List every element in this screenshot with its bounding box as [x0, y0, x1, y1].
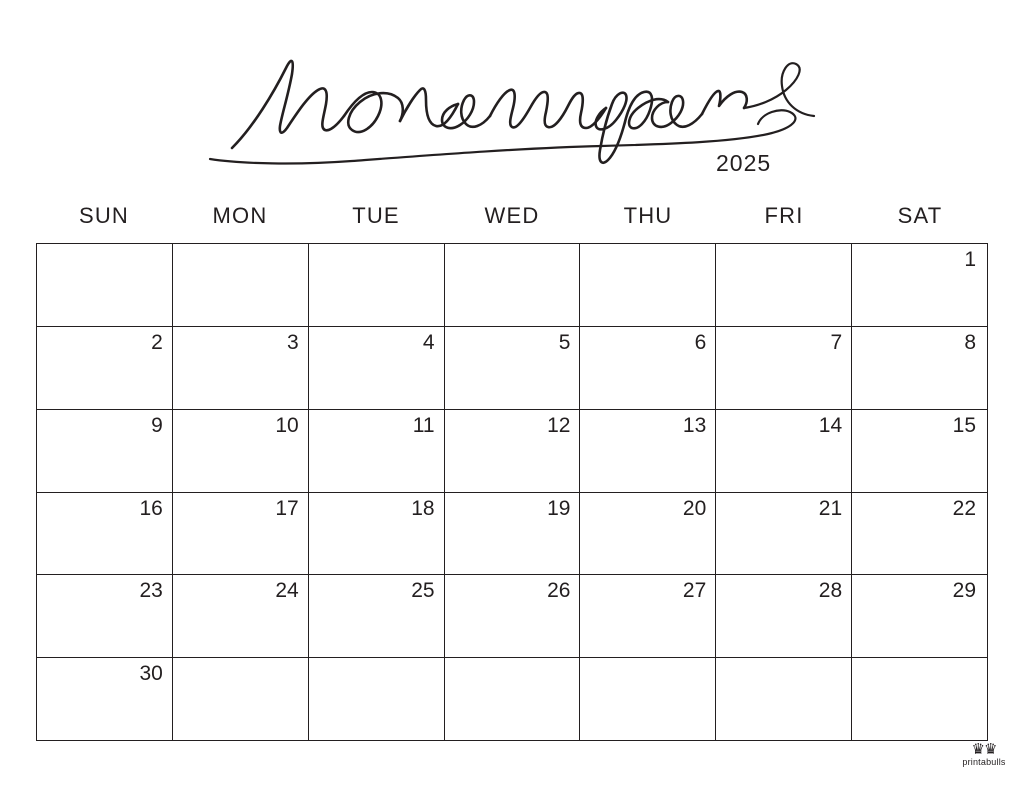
day-number: 18 [411, 496, 435, 520]
day-number: 6 [694, 330, 707, 354]
day-cell[interactable] [716, 410, 852, 493]
day-cell[interactable] [37, 410, 173, 493]
day-cell[interactable] [852, 244, 988, 327]
day-cell[interactable] [445, 244, 581, 327]
day-number: 15 [952, 413, 976, 437]
day-cell[interactable] [580, 658, 716, 741]
day-cell[interactable] [173, 658, 309, 741]
day-cell[interactable] [716, 658, 852, 741]
day-cell[interactable] [580, 575, 716, 658]
weekday-fri: FRI [764, 203, 804, 228]
day-number: 25 [411, 579, 435, 603]
day-cell[interactable] [309, 658, 445, 741]
day-cell[interactable] [37, 575, 173, 658]
day-number: 8 [964, 330, 976, 354]
weekday-mon: MON [212, 203, 268, 228]
day-number: 21 [818, 496, 843, 520]
day-cell[interactable] [852, 575, 988, 658]
weekday-tue: TUE [352, 203, 400, 228]
day-number: 19 [547, 496, 571, 520]
day-number: 17 [275, 496, 299, 520]
day-cell[interactable] [852, 658, 988, 741]
day-number: 28 [818, 579, 843, 603]
day-cell[interactable] [309, 327, 445, 410]
title-area [0, 18, 1024, 178]
day-cell[interactable] [309, 410, 445, 493]
day-number: 23 [139, 579, 163, 603]
bull-mark-icon: ♛♛ [971, 741, 997, 758]
day-cell[interactable] [173, 244, 309, 327]
day-cell[interactable] [445, 410, 581, 493]
printabulls-logo [952, 742, 1016, 782]
day-cell[interactable] [852, 327, 988, 410]
day-number: 5 [558, 330, 571, 354]
day-number: 10 [275, 413, 299, 437]
weekday-wed: WED [484, 203, 540, 228]
day-cell[interactable] [580, 410, 716, 493]
day-number: 7 [830, 330, 843, 354]
year-label: 2025 [716, 150, 772, 176]
day-cell[interactable] [309, 575, 445, 658]
day-number: 27 [682, 579, 707, 603]
day-number: 11 [412, 413, 435, 437]
month-title-script [202, 18, 822, 168]
day-number: 13 [682, 413, 707, 437]
day-cell[interactable] [852, 493, 988, 576]
day-cell[interactable] [716, 575, 852, 658]
day-cell[interactable] [852, 410, 988, 493]
weekday-sun: SUN [78, 203, 130, 228]
calendar-grid [36, 243, 988, 741]
day-number: 14 [818, 413, 843, 437]
day-cell[interactable] [445, 658, 581, 741]
day-number: 16 [139, 496, 163, 520]
day-number: 29 [952, 579, 976, 603]
day-number: 1 [964, 248, 976, 271]
day-cell[interactable] [580, 327, 716, 410]
day-cell[interactable] [173, 575, 309, 658]
day-number: 30 [139, 662, 163, 686]
day-cell[interactable] [309, 493, 445, 576]
day-cell[interactable] [580, 493, 716, 576]
day-number: 26 [547, 579, 571, 603]
day-cell[interactable] [173, 327, 309, 410]
day-cell[interactable] [445, 327, 581, 410]
day-cell[interactable] [716, 493, 852, 576]
day-cell[interactable] [309, 244, 445, 327]
day-number: 9 [151, 413, 163, 437]
day-cell[interactable] [445, 493, 581, 576]
day-number: 4 [422, 330, 435, 354]
weekday-sat: SAT [897, 203, 943, 228]
weekday-thu: THU [623, 203, 673, 228]
day-cell[interactable] [580, 244, 716, 327]
weekday-header [36, 203, 988, 229]
day-cell[interactable] [716, 327, 852, 410]
day-number: 2 [151, 330, 163, 354]
day-cell[interactable] [716, 244, 852, 327]
day-cell[interactable] [445, 575, 581, 658]
day-cell[interactable] [37, 658, 173, 741]
day-number: 20 [682, 496, 707, 520]
brand-name: printabulls [962, 757, 1006, 767]
day-cell[interactable] [37, 327, 173, 410]
day-cell[interactable] [173, 410, 309, 493]
day-cell[interactable] [173, 493, 309, 576]
day-number: 22 [952, 496, 976, 520]
day-number: 3 [287, 330, 299, 354]
day-number: 12 [547, 413, 571, 437]
day-number: 24 [275, 579, 299, 603]
day-cell[interactable] [37, 493, 173, 576]
day-cell[interactable] [37, 244, 173, 327]
